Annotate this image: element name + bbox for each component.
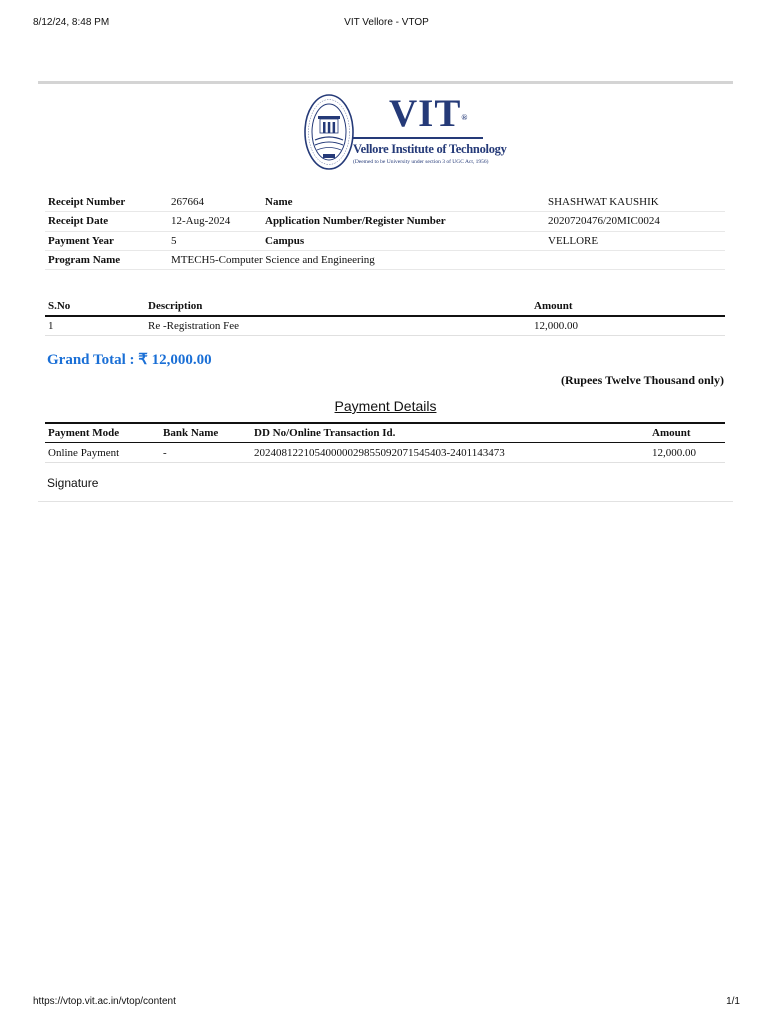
print-page-title: VIT Vellore - VTOP <box>344 17 429 28</box>
info-label: Receipt Number <box>48 196 126 208</box>
column-header-amount: Amount <box>652 427 691 439</box>
column-header-sno: S.No <box>48 300 71 312</box>
info-label: Campus <box>265 234 305 247</box>
fee-receipt <box>38 81 733 503</box>
vit-logo <box>303 90 507 176</box>
info-label: Payment Year <box>48 234 114 247</box>
bottom-divider <box>38 501 733 502</box>
institution-tagline: (Deemed to be University under section 3 of UGC Act, 1956) <box>353 159 489 165</box>
info-value: 267664 <box>171 196 204 208</box>
amount-in-words: (Rupees Twelve Thousand only) <box>560 373 724 387</box>
info-label: Application Number/Register Number <box>265 215 446 228</box>
table-row <box>45 443 725 463</box>
info-label: Receipt Date <box>48 215 109 228</box>
grand-total: Grand Total : ₹ 12,000.00 <box>47 352 212 368</box>
info-value: 5 <box>171 234 177 247</box>
transaction-id: 20240812210540000029855092071545403-2401143473 <box>254 447 505 459</box>
payment-details-table <box>45 422 725 463</box>
fee-table <box>45 297 725 336</box>
receipt-info-table <box>45 193 725 270</box>
info-value: SHASHWAT KAUSHIK <box>548 196 659 208</box>
university-seal-icon <box>303 90 355 176</box>
info-label: Program Name <box>48 253 121 266</box>
info-value: 2020720476/20MIC0024 <box>548 215 660 228</box>
payment-mode: Online Payment <box>48 447 120 459</box>
info-row <box>45 251 725 270</box>
fee-description: Re -Registration Fee <box>148 320 240 332</box>
column-header-payment-mode: Payment Mode <box>48 427 120 439</box>
bank-name: - <box>163 447 167 459</box>
print-url: https://vtop.vit.ac.in/vtop/content <box>33 996 176 1007</box>
signature-label: Signature <box>47 476 99 490</box>
payment-table-header <box>45 422 725 443</box>
print-page-number: 1/1 <box>726 996 740 1007</box>
info-label: Name <box>265 196 293 208</box>
fee-amount: 12,000.00 <box>534 320 578 332</box>
print-header <box>33 17 740 31</box>
column-header-transaction-id: DD No/Online Transaction Id. <box>254 427 396 439</box>
print-date: 8/12/24, 8:48 PM <box>33 17 110 28</box>
column-header-amount: Amount <box>534 300 573 312</box>
institution-name: Vellore Institute of Technology <box>353 142 507 156</box>
payment-details-title: Payment Details <box>334 398 437 414</box>
vit-wordmark <box>353 92 507 165</box>
fee-sno: 1 <box>48 320 54 332</box>
column-header-description: Description <box>148 300 203 312</box>
wordmark-text: VIT® <box>389 92 469 135</box>
top-divider <box>38 81 733 84</box>
info-value: MTECH5-Computer Science and Engineering <box>171 253 375 266</box>
info-value: VELLORE <box>548 234 599 247</box>
info-row <box>45 212 725 231</box>
info-row <box>45 193 725 212</box>
print-footer <box>33 996 740 1010</box>
info-row <box>45 232 725 251</box>
column-header-bank-name: Bank Name <box>163 427 219 439</box>
wordmark-rule <box>353 137 483 139</box>
table-row <box>45 317 725 336</box>
info-value: 12-Aug-2024 <box>171 215 231 228</box>
fee-table-header <box>45 297 725 317</box>
payment-amount: 12,000.00 <box>652 447 696 459</box>
